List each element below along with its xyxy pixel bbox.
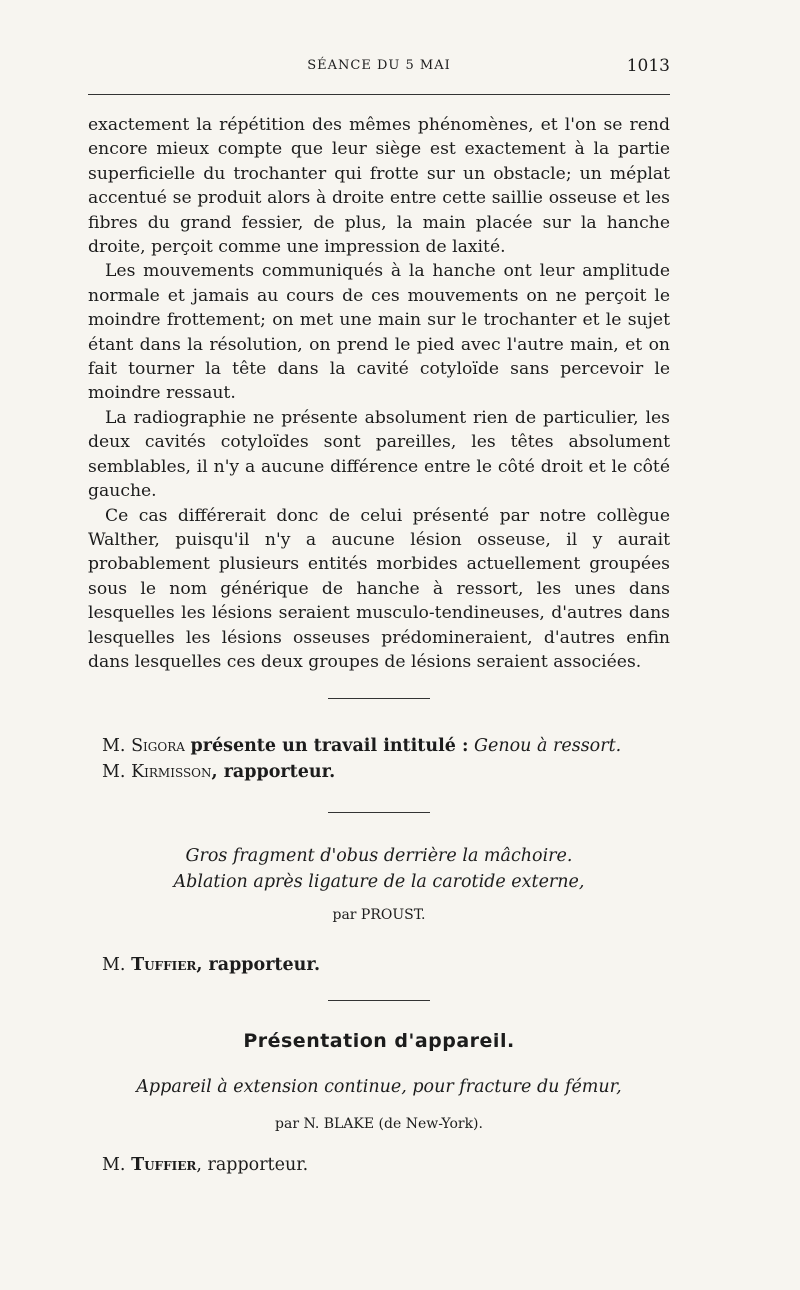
paragraph-2: Les mouvements communiqués à la hanche ont leur amplitude normale et jamais au cours de ces mouvements on ne perçoit le moindre frottement; on met une main sur le trochanter et le sujet étant dans la résolution, on prend le pied avec l'autre main, et on fait tourner la tête dans la cavité cotyloïde sans percevoir le moindre ressaut. <box>88 261 670 404</box>
paragraph-4: Ce cas différerait donc de celui présenté par notre collègue Walther, puisqu'il n'y a aucune lésion osseuse, il y aurait probablement plusieurs entités morbides actuellement groupées sous le nom générique de hanche à ressort, les unes dans lesquelles les lésions seraient musculo-tendineuses, d'autres dans lesquelles les lésions osseuses prédomineraient, d'autres enfin dans lesquelles ces deux groupes de lésions seraient associées. <box>88 505 670 672</box>
article-title-line-1: Gros fragment d'obus derrière la mâchoire. <box>185 846 573 866</box>
body-text <box>88 113 670 674</box>
page-header <box>88 58 670 82</box>
sigora-prefix: M. <box>102 736 126 756</box>
rapporteur-prefix: M. <box>102 955 126 975</box>
separator-rule <box>328 812 430 813</box>
page-number: 1013 <box>626 56 670 76</box>
paragraph-3: La radiographie ne présente absolument rien de particulier, les deux cavités cotyloïdes sont pareilles, les têtes absolument semblables, il n'y a aucune différence entre le côté droit et le côté gauche. <box>88 407 670 502</box>
section-heading: Présentation d'appareil. <box>243 1030 515 1052</box>
kirmisson-line <box>102 762 335 782</box>
kirmisson-name: Kirmisson <box>131 762 212 782</box>
running-title: SÉANCE DU 5 MAI <box>307 58 451 73</box>
kirmisson-role: , rapporteur. <box>211 762 336 782</box>
rapporteur-prefix: M. <box>102 1155 126 1175</box>
section-byline: par N. BLAKE (de New-York). <box>275 1116 483 1132</box>
rapporteur-role: , rapporteur. <box>196 1155 309 1175</box>
sigora-line <box>102 736 621 756</box>
article-title-line-2: Ablation après ligature de la carotide externe, <box>173 872 585 892</box>
sigora-name: Sigora <box>131 736 185 756</box>
header-rule <box>88 94 670 95</box>
rapporteur-name: Tuffier <box>131 1155 197 1175</box>
section-subtitle: Appareil à extension continue, pour fracture du fémur, <box>136 1077 622 1097</box>
paragraph-1: exactement la répétition des mêmes phénomènes, et l'on se rend encore mieux compte que leur siège est exactement à la partie superficielle du trochanter qui frotte sur un obstacle; un méplat accentué se produit alors à droite entre cette saillie osseuse et les fibres du grand fessier, de plus, la main placée sur la hanche droite, perçoit comme une impression de laxité. <box>88 115 670 258</box>
article-byline: par PROUST. <box>332 907 426 923</box>
separator-rule <box>328 698 430 699</box>
separator-rule <box>328 1000 430 1001</box>
rapporteur-name: Tuffier <box>131 955 197 975</box>
sigora-text: présente un travail intitulé : <box>190 736 469 756</box>
rapporteur-role: , rapporteur. <box>196 955 321 975</box>
sigora-title: Genou à ressort. <box>474 736 622 756</box>
kirmisson-prefix: M. <box>102 762 126 782</box>
tuffier-line-2 <box>102 1155 308 1175</box>
tuffier-line-1 <box>102 955 320 975</box>
